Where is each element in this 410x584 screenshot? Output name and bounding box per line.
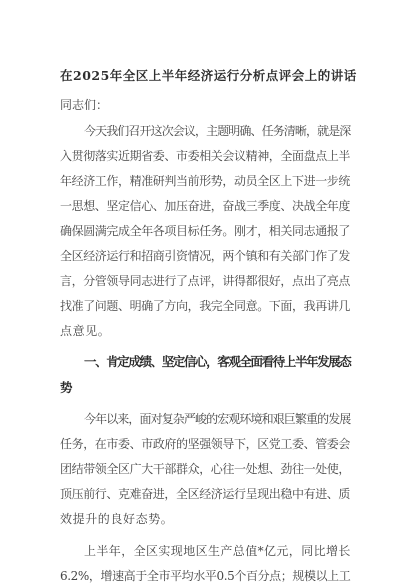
paragraph-line: 6.2%，增速高于全市平均水平0.5个百分点；规模以上工 [60, 569, 351, 583]
paragraph-line: 团结带领全区广大干部群众，心往一处想、劲往一处使， [60, 462, 351, 476]
paragraph-line: 找准了问题、明确了方向，我完全同意。下面，我再讲几 [60, 299, 351, 313]
salutation: 同志们： [60, 98, 109, 112]
paragraph-line: 入贯彻落实近期省委、市委相关会议精神，全面盘点上半 [60, 149, 351, 163]
paragraph-line: 确保圆满完成全年各项目标任务。刚才，相关同志通报了 [60, 224, 351, 238]
paragraph-line: 一思想、坚定信心、加压奋进，奋战三季度、决战全年度 [60, 199, 351, 213]
paragraph-line: 今年以来，面对复杂严峻的宏观环境和艰巨繁重的发展 [84, 412, 351, 426]
section-heading: 势 [60, 380, 74, 395]
section-heading: 一、肯定成绩、坚定信心，客观全面看待上半年发展态 [84, 354, 351, 369]
paragraph-line: 年经济工作，精准研判当前形势，动员全区上下进一步统 [60, 174, 351, 188]
paragraph-line: 效提升的良好态势。 [60, 512, 174, 526]
document-title: 在2025年全区上半年经济运行分析点评会上的讲话 [60, 68, 357, 83]
paragraph-line: 顶压前行、克难奋进，全区经济运行呈现出稳中有进、质 [60, 487, 351, 501]
paragraph-line: 任务，在市委、市政府的坚强领导下，区党工委、管委会 [60, 437, 351, 451]
paragraph-line: 言，分管领导同志进行了点评，讲得都很好，点出了亮点 [60, 274, 351, 288]
paragraph-line: 点意见。 [60, 324, 111, 338]
paragraph-line: 今天我们召开这次会议，主题明确、任务清晰，就是深 [84, 124, 351, 138]
paragraph-line: 上半年，全区实现地区生产总值*亿元，同比增长 [84, 544, 351, 558]
paragraph-line: 全区经济运行和招商引资情况，两个镇和有关部门作了发 [60, 249, 351, 263]
